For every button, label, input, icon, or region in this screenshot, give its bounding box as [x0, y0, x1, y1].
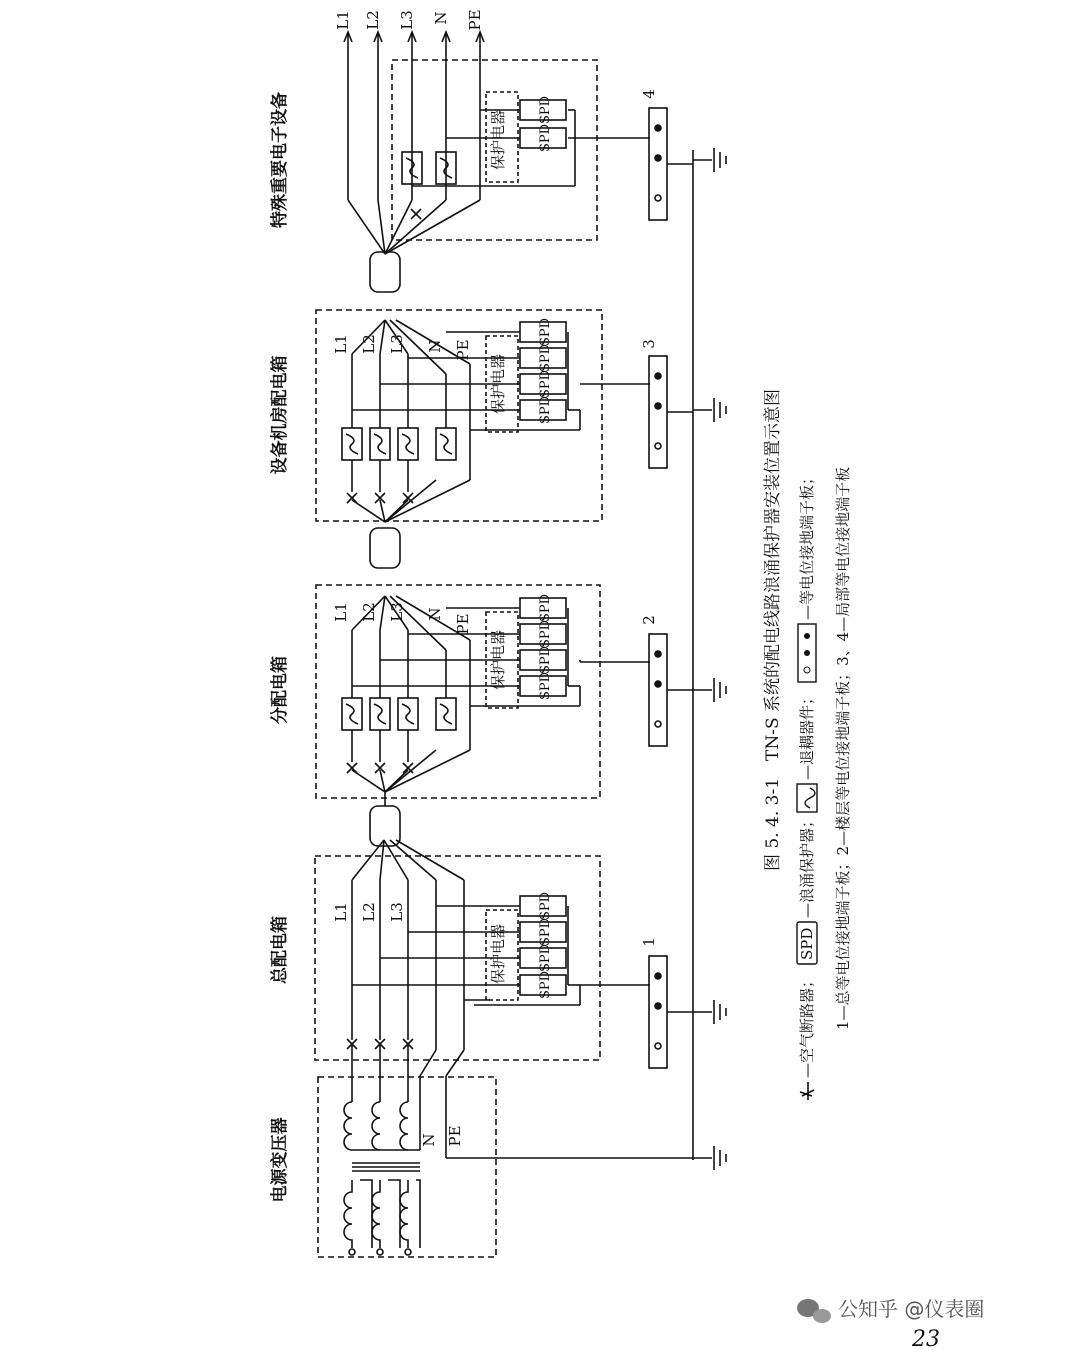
section-title-room-box: 设备机房配电箱	[270, 355, 290, 475]
decoupler-icon	[346, 434, 358, 454]
protector-label-2: 保护电器	[489, 629, 507, 691]
terminal-dot	[655, 195, 661, 201]
terminal-dot	[655, 721, 661, 727]
legend-decoupler-text: —退耦器件；	[798, 689, 816, 780]
spd-label: SPD	[538, 95, 553, 125]
room-box-label-pe: PE	[454, 339, 472, 361]
terminal-dot	[377, 1249, 383, 1255]
protector-label-4: 保护电器	[489, 109, 507, 171]
decoupler-icon	[440, 434, 452, 454]
terminal-dot	[655, 651, 661, 657]
decoupler-icon	[440, 158, 452, 178]
terminal-dot	[655, 681, 661, 687]
spd-label: SPD	[538, 645, 553, 675]
protector-label-1: 保护电器	[489, 923, 507, 985]
spd-label: SPD	[538, 917, 553, 947]
sub-box-label-l1: L1	[332, 602, 350, 622]
section-title-transformer: 电源变压器	[270, 1117, 290, 1203]
spd-label: SPD	[538, 369, 553, 399]
section-title-main-box: 总配电箱	[270, 916, 290, 984]
watermark-text: 公知乎 @仪表圈	[838, 1297, 985, 1321]
page-number: 23	[912, 1327, 940, 1352]
terminal-dot	[655, 443, 661, 449]
terminal-dot	[655, 125, 661, 131]
sub-box-label-l2: L2	[360, 602, 378, 622]
output-label-l1: L1	[334, 10, 352, 30]
room-box-label-l3: L3	[388, 334, 406, 354]
spd-label: SPD	[538, 943, 553, 973]
spd-label: SPD	[538, 395, 553, 425]
legend-row-2: 1—总等电位接地端子板；2—楼层等电位接地端子板；3、4—局部等电位接地端子板	[834, 466, 852, 1030]
transformer-primary-coil-icon	[400, 1180, 408, 1248]
sub-box-label-pe: PE	[454, 613, 472, 635]
spd-label: SPD	[538, 619, 553, 649]
transformer-secondary-coil-icon	[400, 1102, 408, 1150]
terminal-dot	[655, 1003, 661, 1009]
output-label-n: N	[432, 11, 450, 25]
decoupler-icon	[346, 704, 358, 724]
room-box-label-l1: L1	[332, 334, 350, 354]
plate-number-4: 4	[640, 89, 658, 99]
decoupler-icon	[374, 434, 386, 454]
output-label-l3: L3	[398, 10, 416, 30]
legend-row-1	[797, 470, 817, 1100]
transformer-label-pe: PE	[446, 1125, 464, 1147]
terminal-dot	[655, 973, 661, 979]
decoupler-icon	[402, 434, 414, 454]
transformer-primary-coil-icon	[372, 1180, 380, 1248]
neutral-wire	[420, 1050, 436, 1076]
watermark	[797, 1297, 984, 1323]
output-label-l2: L2	[364, 10, 382, 30]
decoupler-symbol-icon	[797, 784, 817, 812]
legend-terminal-text: —等电位接地端子板；	[798, 469, 816, 620]
decoupler-icon	[406, 158, 418, 178]
terminal-plate-symbol-icon	[798, 624, 816, 682]
protector-label-3: 保护电器	[489, 353, 507, 415]
spd-label: SPD	[538, 317, 553, 347]
primary-wire	[416, 1180, 420, 1248]
decoupler-icon	[440, 704, 452, 724]
wechat-icon	[797, 1299, 831, 1323]
terminal-dot	[349, 1249, 355, 1255]
room-box-label-l2: L2	[360, 334, 378, 354]
spd-label: SPD	[538, 970, 553, 1000]
spd-label: SPD	[538, 343, 553, 373]
terminal-dot	[655, 373, 661, 379]
cable-splice-icon	[370, 528, 400, 568]
figure-caption: 图 5. 4. 3-1 TN-S 系统的配电线路浪涌保护器安装位置示意图	[763, 388, 783, 872]
primary-wire	[360, 1180, 372, 1248]
terminal-dot	[655, 403, 661, 409]
plate-number-2: 2	[640, 615, 658, 625]
plate-number-3: 3	[640, 339, 658, 349]
section-title-device: 特殊重要电子设备	[270, 92, 290, 228]
section-title-sub-box: 分配电箱	[270, 656, 290, 724]
spd-label: SPD	[538, 123, 553, 153]
legend-spd-text: —浪涌保护器；	[798, 812, 816, 918]
main-box-label-l1: L1	[332, 902, 350, 922]
decoupler-icon	[374, 704, 386, 724]
plate-number-1: 1	[640, 937, 658, 947]
cable-splice-icon	[370, 252, 400, 292]
spd-label: SPD	[538, 593, 553, 623]
legend-breaker-text: —空气断路器；	[798, 972, 816, 1078]
transformer-label-n: N	[420, 1133, 438, 1147]
spd-label: SPD	[538, 671, 553, 701]
main-box-label-l3: L3	[388, 902, 406, 922]
main-box-label-l2: L2	[360, 902, 378, 922]
transformer-secondary-coil-icon	[372, 1102, 380, 1150]
legend-spd-abbr: SPD	[798, 927, 816, 960]
pe-wire	[446, 1050, 464, 1076]
breaker-symbol-icon	[800, 1082, 814, 1100]
transformer-primary-coil-icon	[344, 1180, 352, 1248]
terminal-dot	[405, 1249, 411, 1255]
output-label-pe: PE	[466, 9, 484, 31]
transformer-secondary-coil-icon	[344, 1102, 352, 1150]
spd-label: SPD	[538, 891, 553, 921]
sub-box-label-n: N	[426, 607, 444, 621]
primary-wire	[388, 1180, 400, 1248]
terminal-dot	[655, 155, 661, 161]
decoupler-icon	[402, 704, 414, 724]
sub-box-label-l3: L3	[388, 602, 406, 622]
terminal-dot	[655, 1043, 661, 1049]
room-box-label-n: N	[426, 339, 444, 353]
output-wire	[385, 200, 446, 254]
cable-splice-icon	[370, 806, 400, 846]
